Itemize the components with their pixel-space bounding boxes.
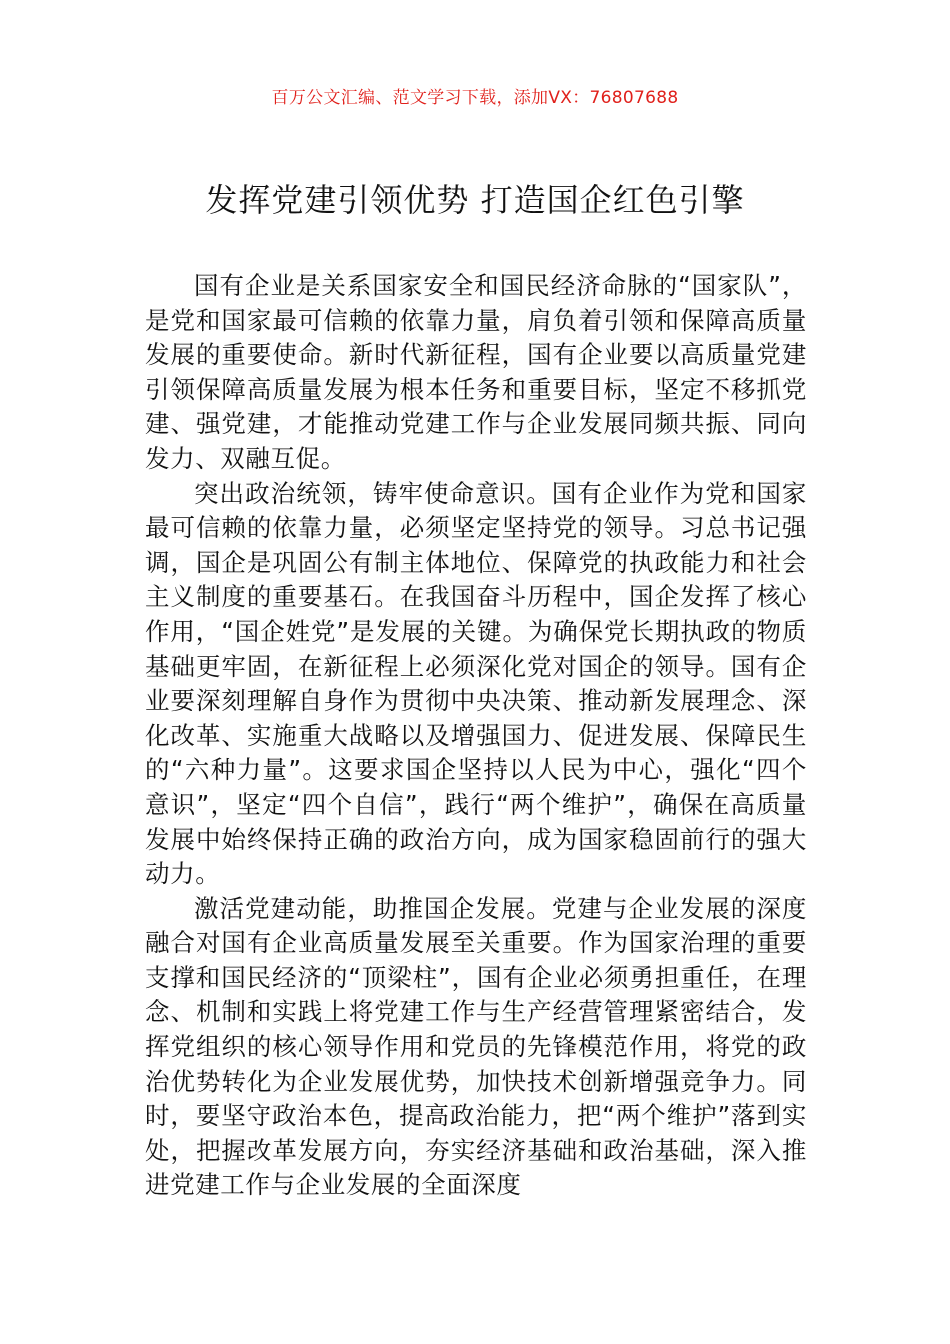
paragraph-party-building-momentum: 激活党建动能，助推国企发展。党建与企业发展的深度融合对国有企业高质量发展至关重要。作为国家治理的重要支撑和国民经济的“顶梁柱”，国有企业必须勇担重任，在理念、机制和实践上将党建工作与生产经营管理紧密结合，发挥党组织的核心领导作用和党员的先锋模范作用，将党的政治优势转化为企业发展优势，加快技术创新增强竞争力。同时，要坚守政治本色，提高政治能力，把“两个维护”落到实处，把握改革发展方向，夯实经济基础和政治基础，深入推进党建工作与企业发展的全面深度 <box>145 893 807 1200</box>
paragraph-political-leadership: 突出政治统领，铸牢使命意识。国有企业作为党和国家最可信赖的依靠力量，必须坚定坚持党的领导。习总书记强调，国企是巩固公有制主体地位、保障党的执政能力和社会主义制度的重要基石。在我国奋斗历程中，国企发挥了核心作用，“国企姓党”是发展的关键。为确保党长期执政的物质基础更牢固，在新征程上必须深化党对国企的领导。国有企业要深刻理解自身作为贯彻中央决策、推动新发展理念、深化改革、实施重大战略以及增强国力、促进发展、保障民生的“六种力量”。这要求国企坚持以人民为中心，强化“四个意识”，坚定“四个自信”，践行“两个维护”，确保在高质量发展中始终保持正确的政治方向，成为国家稳固前行的强大动力。 <box>145 478 807 889</box>
paragraph-intro: 国有企业是关系国家安全和国民经济命脉的“国家队”，是党和国家最可信赖的依靠力量，肩负着引领和保障高质量发展的重要使命。新时代新征程，国有企业要以高质量党建引领保障高质量发展为根本任务和重要目标，坚定不移抓党建、强党建，才能推动党建工作与企业发展同频共振、同向发力、双融互促。 <box>145 271 807 473</box>
document-body <box>145 269 807 1203</box>
document-title: 发挥党建引领优势 打造国企红色引擎 <box>205 181 745 219</box>
header-watermark-note: 百万公文汇编、范文学习下载，添加VX：76807688 <box>271 88 679 108</box>
